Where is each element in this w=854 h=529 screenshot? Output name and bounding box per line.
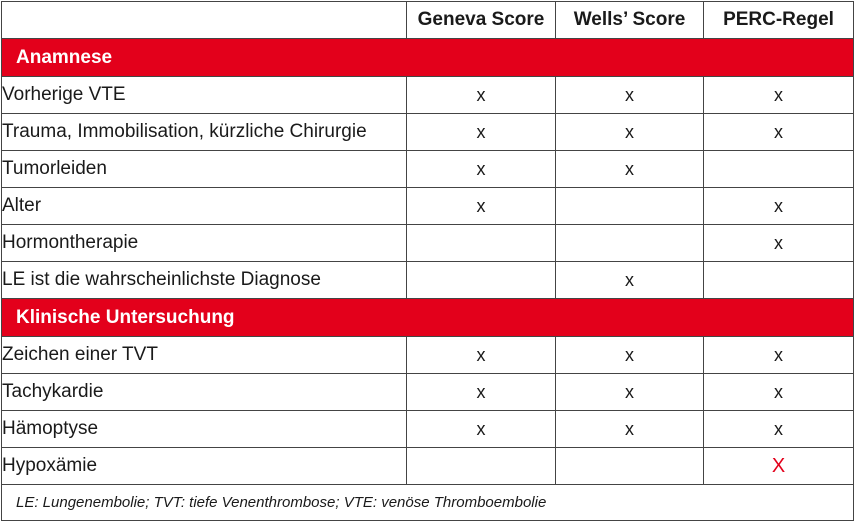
header-wells-score: Wells’ Score xyxy=(556,2,704,39)
table-row xyxy=(2,225,854,262)
criterion-mark: x xyxy=(407,151,556,188)
criterion-mark: x xyxy=(556,77,704,114)
score-comparison-table xyxy=(1,1,854,521)
table-row xyxy=(2,448,854,485)
criterion-mark: x xyxy=(704,337,854,374)
criterion-label: Hypoxämie xyxy=(2,448,407,485)
table-row xyxy=(2,337,854,374)
criterion-label: Tumorleiden xyxy=(2,151,407,188)
criterion-mark xyxy=(704,262,854,299)
header-perc-regel: PERC-Regel xyxy=(704,2,854,39)
table-body xyxy=(2,39,854,485)
criterion-mark: x xyxy=(556,114,704,151)
criterion-mark xyxy=(556,225,704,262)
table-row xyxy=(2,411,854,448)
table-row xyxy=(2,374,854,411)
criterion-mark: x xyxy=(407,188,556,225)
header-blank-cell xyxy=(2,2,407,39)
criterion-mark xyxy=(704,151,854,188)
criterion-label: Vorherige VTE xyxy=(2,77,407,114)
table-header-row xyxy=(2,2,854,39)
criterion-label: Alter xyxy=(2,188,407,225)
table-row xyxy=(2,77,854,114)
criterion-mark xyxy=(556,188,704,225)
table-row xyxy=(2,151,854,188)
criterion-mark: x xyxy=(407,114,556,151)
section-header-row xyxy=(2,39,854,77)
header-geneva-score: Geneva Score xyxy=(407,2,556,39)
criterion-mark: x xyxy=(704,225,854,262)
criterion-mark: X xyxy=(704,448,854,485)
criterion-label: Hämoptyse xyxy=(2,411,407,448)
criterion-mark: x xyxy=(556,337,704,374)
section-header-row xyxy=(2,299,854,337)
criterion-mark: x xyxy=(556,374,704,411)
criterion-mark: x xyxy=(704,411,854,448)
criterion-mark xyxy=(556,448,704,485)
criterion-mark: x xyxy=(556,151,704,188)
footnote: LE: Lungenembolie; TVT: tiefe Venenthrombose; VTE: venöse Thromboembolie xyxy=(2,485,854,521)
criterion-mark: x xyxy=(407,374,556,411)
score-table-container xyxy=(1,1,853,527)
criterion-mark: x xyxy=(704,114,854,151)
criterion-mark: x xyxy=(407,77,556,114)
footnote-row xyxy=(2,485,854,521)
criterion-mark xyxy=(407,262,556,299)
criterion-label: LE ist die wahrscheinlichste Diagnose xyxy=(2,262,407,299)
criterion-mark: x xyxy=(407,411,556,448)
criterion-mark: x xyxy=(407,337,556,374)
criterion-label: Hormontherapie xyxy=(2,225,407,262)
criterion-mark: x xyxy=(704,374,854,411)
table-row xyxy=(2,114,854,151)
section-title: Klinische Untersuchung xyxy=(2,299,854,337)
section-title: Anamnese xyxy=(2,39,854,77)
criterion-mark xyxy=(407,225,556,262)
criterion-label: Trauma, Immobilisation, kürzliche Chirurgie xyxy=(2,114,407,151)
criterion-mark: x xyxy=(556,262,704,299)
table-row xyxy=(2,188,854,225)
criterion-mark: x xyxy=(704,77,854,114)
table-row xyxy=(2,262,854,299)
criterion-label: Zeichen einer TVT xyxy=(2,337,407,374)
criterion-mark xyxy=(407,448,556,485)
criterion-mark: x xyxy=(704,188,854,225)
criterion-label: Tachykardie xyxy=(2,374,407,411)
criterion-mark: x xyxy=(556,411,704,448)
